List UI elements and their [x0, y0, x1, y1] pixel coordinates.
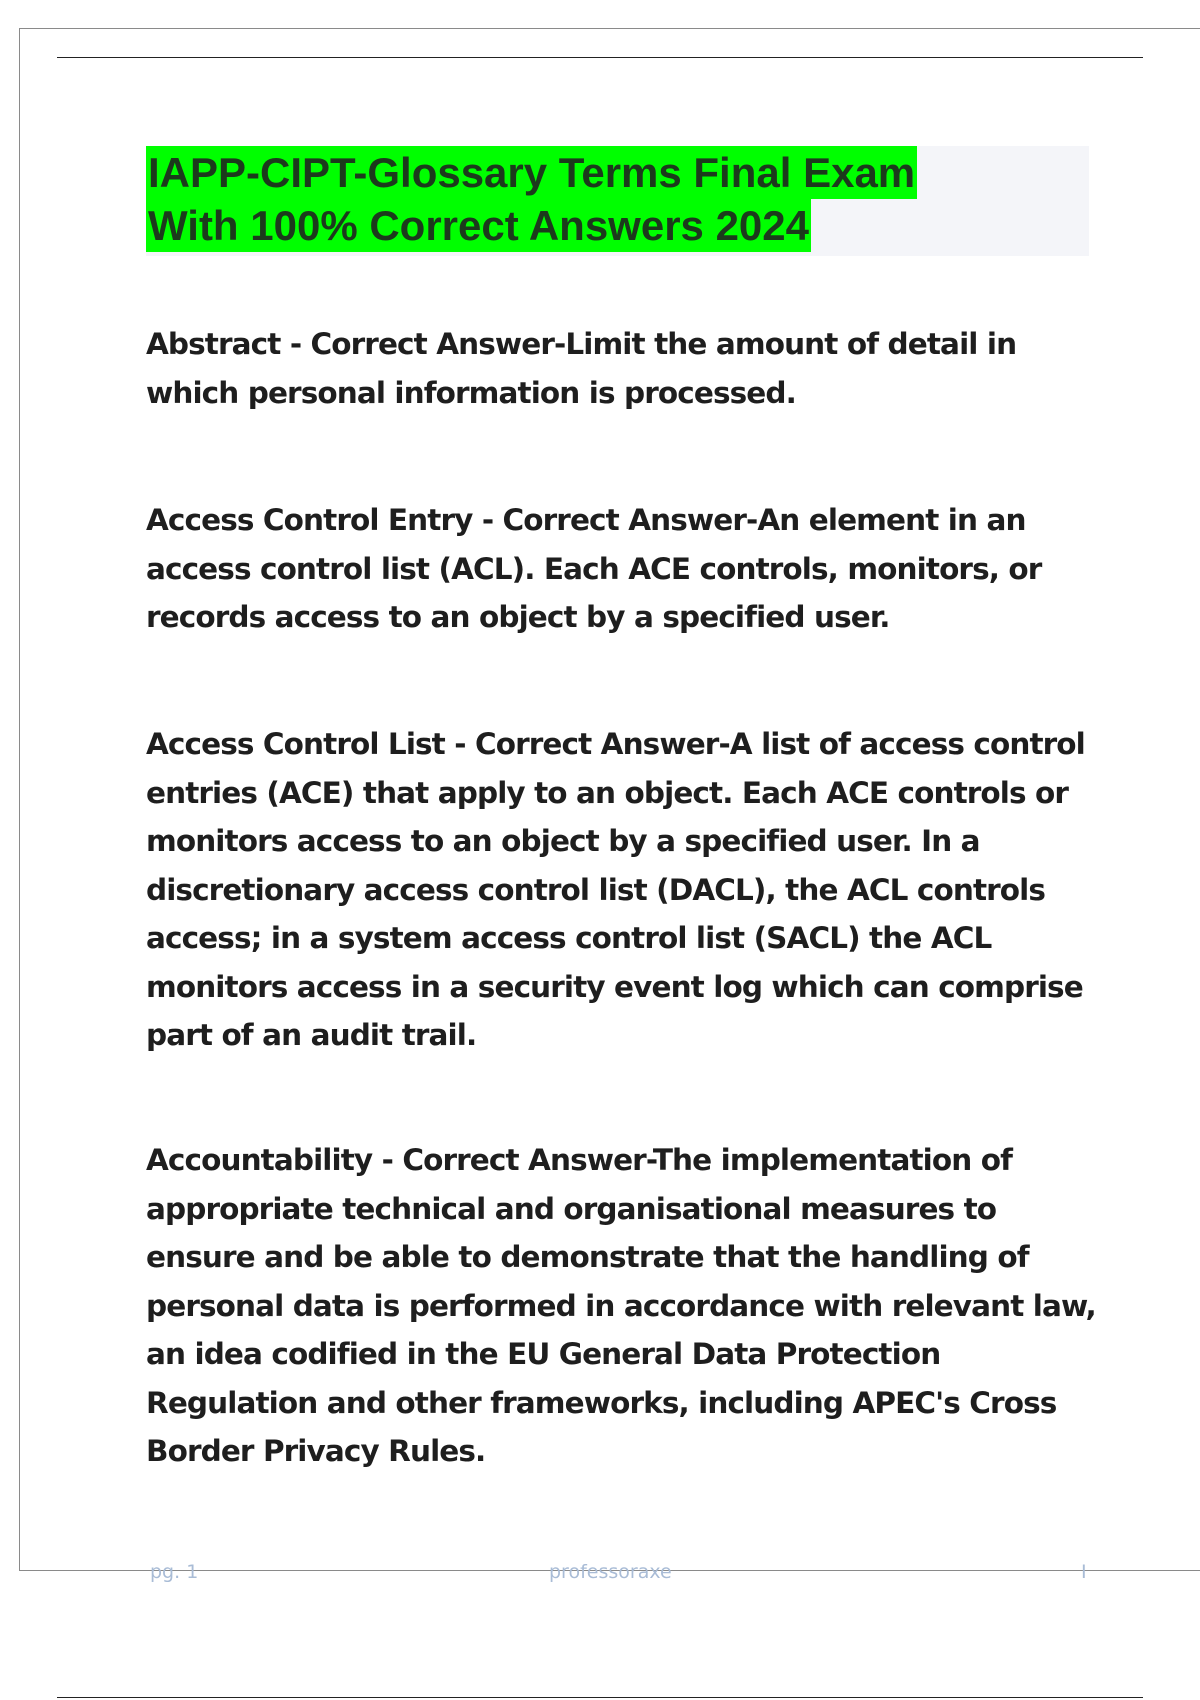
footer-author: professoraxe [549, 1561, 672, 1583]
glossary-entry-access-control-list: Access Control List - Correct Answer-A list of access control entries (ACE) that apply to an object. Each ACE controls or monitors access to an object by a specified user. In a discretionary access control list (DACL), the ACL controls access; in a system access control list (SACL) the ACL monitors access in a security event log which can comprise part of an audit trail. [146, 727, 1085, 1052]
footer-page-number: pg. 1 [150, 1561, 199, 1583]
glossary-entry-abstract: Abstract - Correct Answer-Limit the amount of detail in which personal information is processed. [146, 327, 1017, 410]
bottom-rule [57, 1697, 1143, 1698]
glossary-entry-access-control-entry: Access Control Entry - Correct Answer-An element in an access control list (ACL). Each ACE controls, monitors, or records access to an object by a specified user. [146, 503, 1042, 634]
title-line-2: With 100% Correct Answers 2024 [146, 199, 811, 252]
document-title [146, 146, 1089, 256]
footer-right-mark: I [1081, 1561, 1087, 1583]
title-line-1: IAPP-CIPT-Glossary Terms Final Exam [146, 146, 917, 199]
glossary-entry-accountability: Accountability - Correct Answer-The implementation of appropriate technical and organisational measures to ensure and be able to demonstrate that the handling of personal data is performed in accordance with relevant law, an idea codified in the EU General Data Protection Regulation and other frameworks, including APEC's Cross Border Privacy Rules. [146, 1143, 1096, 1468]
header-rule [57, 57, 1143, 58]
